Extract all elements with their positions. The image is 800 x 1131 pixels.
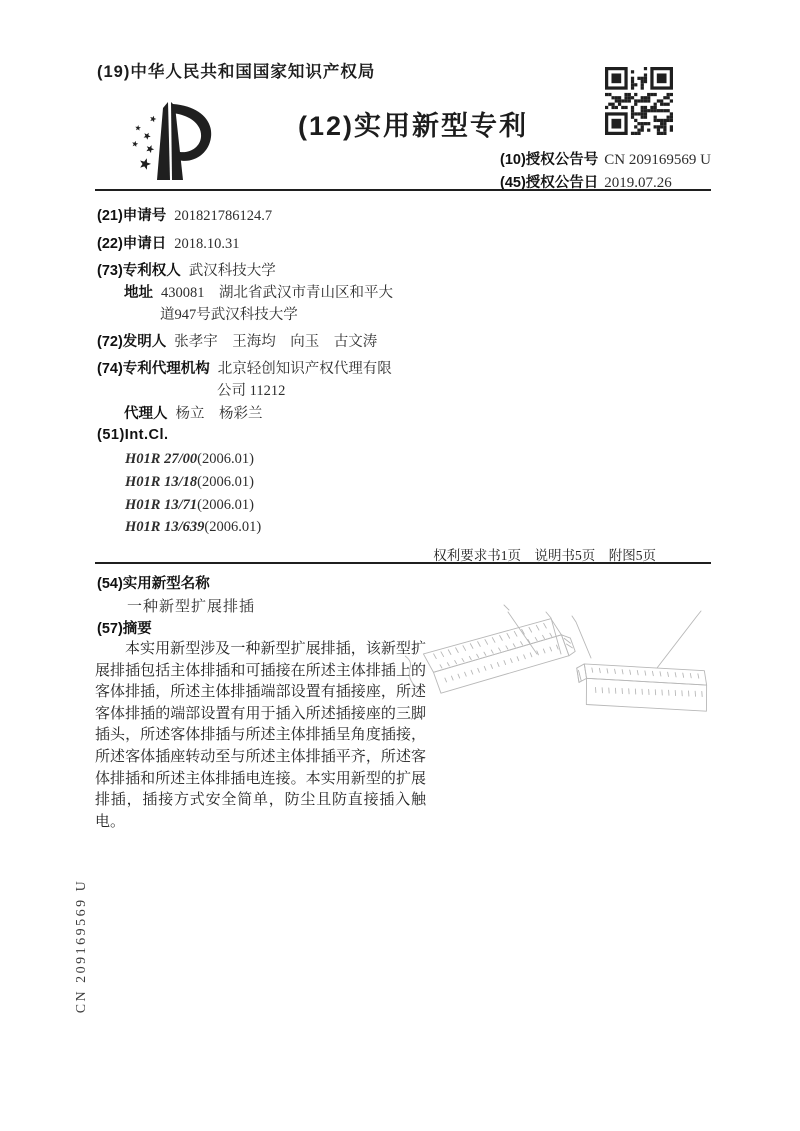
pub-no-value: CN 209169569 U	[604, 152, 711, 168]
qr-code-icon	[605, 67, 673, 135]
document-pages-summary: 权利要求书1页 说明书5页 附图5页	[433, 548, 656, 563]
patentee-row	[97, 259, 276, 280]
issuing-office: (19)中华人民共和国国家知识产权局	[97, 63, 376, 81]
intcl-version: (2006.01)	[197, 451, 254, 467]
inventors-label: (72)发明人	[97, 334, 167, 350]
intcl-version: (2006.01)	[197, 497, 254, 513]
publication-number-row	[500, 148, 711, 169]
patentee-value: 武汉科技大学	[188, 263, 276, 279]
app-date-label: (22)申请日	[97, 236, 167, 252]
agency-label: (74)专利代理机构	[97, 361, 210, 377]
abstract-label: (57)摘要	[97, 621, 152, 637]
app-date-value: 2018.10.31	[174, 236, 240, 252]
intcl-entry	[125, 519, 261, 536]
intcl-version: (2006.01)	[204, 519, 262, 535]
pub-date-label: (45)授权公告日	[500, 175, 599, 191]
agents-value: 杨立 杨彩兰	[175, 406, 263, 422]
agent-row	[124, 402, 263, 423]
intcl-entry	[125, 497, 254, 514]
intcl-code: H01R 13/71	[125, 497, 198, 513]
intcl-entry	[125, 451, 254, 468]
app-no-value: 201821786124.7	[174, 208, 273, 224]
address-label: 地址	[124, 285, 153, 301]
header-divider	[95, 189, 711, 191]
patentee-label: (73)专利权人	[97, 263, 181, 279]
address-line2: 道947号武汉科技大学	[160, 307, 298, 323]
sidebar-vertical-pub-no: CN 209169569 U	[74, 878, 89, 1014]
intcl-entry	[125, 474, 254, 491]
inventors-value: 张孝宇 王海均 向玉 古文涛	[174, 334, 378, 350]
intcl-code: H01R 27/00	[125, 451, 198, 467]
document-type-title: (12)实用新型专利	[298, 111, 529, 141]
section-divider	[95, 562, 711, 564]
address-line1: 430081 湖北省武汉市青山区和平大	[161, 285, 393, 301]
patent-figure-drawing	[405, 596, 710, 776]
agent-label: 代理人	[124, 406, 168, 422]
intcl-header-row	[97, 427, 177, 443]
intcl-code: H01R 13/639	[125, 519, 205, 535]
pub-date-value: 2019.07.26	[604, 175, 672, 191]
utility-model-name-label: (54)实用新型名称	[97, 576, 210, 592]
application-number-row	[97, 204, 272, 225]
app-no-label: (21)申请号	[97, 208, 167, 224]
agency-row	[97, 357, 392, 378]
address-row	[124, 281, 393, 302]
application-date-row	[97, 232, 240, 253]
intcl-version: (2006.01)	[197, 474, 254, 490]
pub-no-label: (10)授权公告号	[500, 152, 599, 168]
utility-model-title: 一种新型扩展排插	[127, 599, 256, 615]
intcl-label: (51)Int.Cl.	[97, 427, 169, 443]
abstract-text: 本实用新型涉及一种新型扩展排插，该新型扩展排插包括主体排插和可插接在所述主体排插上的客体排插，所述主体排插端部设置有插接座，所述客体排插的端部设置有用于插入所述插接座的三脚插头，所述客体排插与所述主体排插呈角度插接，所述客体插座转动至与所述主体排插平齐，所述客体排插和所述主体排插电连接。本实用新型的扩展排插，插接方式安全简单，防尘且防直接插入触电。	[95, 641, 426, 830]
inventors-row	[97, 330, 377, 351]
address-row-line2	[160, 303, 298, 324]
agency-line2: 公司 11212	[217, 383, 286, 399]
agency-line1: 北京轻创知识产权代理有限	[217, 361, 392, 377]
agency-row-line2	[217, 379, 285, 400]
intcl-code: H01R 13/18	[125, 474, 198, 490]
cnipa-logo-icon	[123, 92, 227, 192]
